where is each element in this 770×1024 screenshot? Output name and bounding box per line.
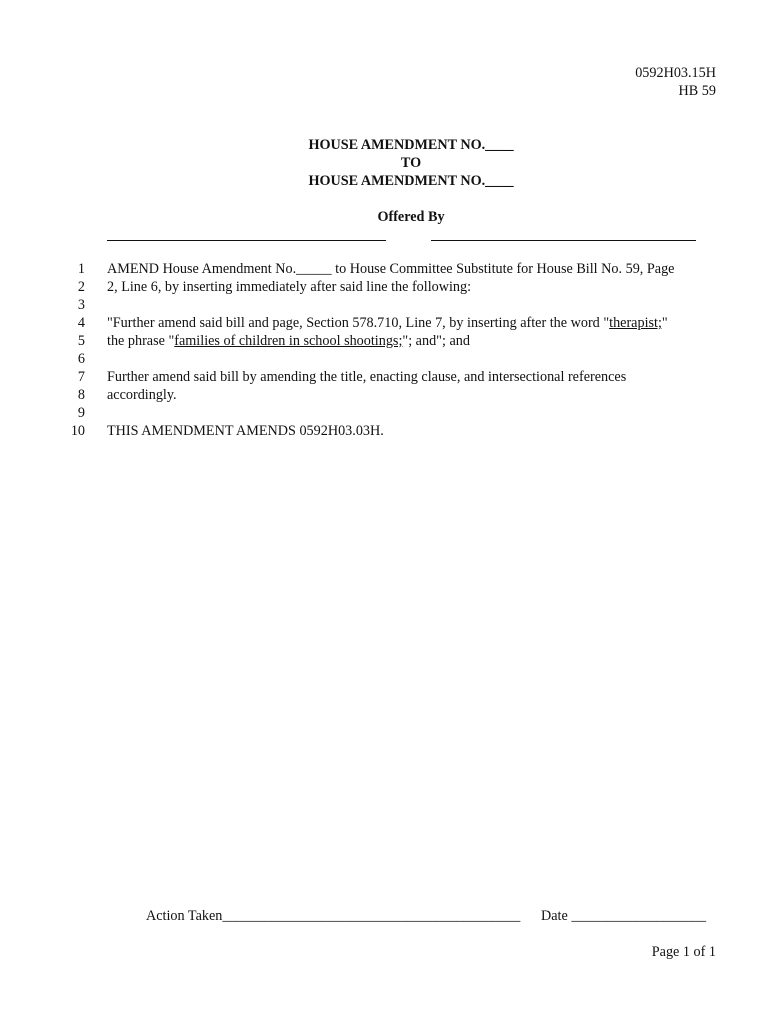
amendment-title-line-1: HOUSE AMENDMENT NO.____	[308, 137, 514, 153]
line-number: 9	[77, 405, 85, 421]
line-number: 5	[77, 333, 85, 349]
body-line-4-text: "Further amend said bill and page, Section 578.710, Line 7, by inserting after the word "	[107, 315, 610, 331]
line-number: 1	[77, 261, 85, 277]
document-id: 0592H03.15H	[635, 65, 716, 81]
offered-by-label: Offered By	[377, 209, 445, 225]
line-number: 3	[77, 297, 85, 313]
bill-number: HB 59	[678, 83, 716, 99]
body-line-5	[107, 333, 470, 351]
date-field: Date ___________________	[541, 908, 707, 924]
sponsor-signature-line-left	[107, 240, 386, 241]
body-line-5-tail: "; and"; and	[402, 333, 470, 349]
sponsor-signature-line-right	[431, 240, 696, 241]
body-line-2: 2, Line 6, by inserting immediately after said line the following:	[107, 279, 472, 295]
amendment-title-line-2: TO	[400, 155, 422, 171]
body-line-5-text: the phrase "	[107, 333, 175, 349]
body-line-8: accordingly.	[107, 387, 177, 403]
body-line-1: AMEND House Amendment No._____ to House Committee Substitute for House Bill No. 59, Page	[107, 261, 675, 277]
line-number: 8	[77, 387, 85, 403]
body-line-4	[107, 315, 668, 333]
line-number: 10	[70, 423, 85, 439]
line-number: 6	[77, 351, 85, 367]
line-number: 2	[77, 279, 85, 295]
body-line-7: Further amend said bill by amending the title, enacting clause, and intersectional references	[107, 369, 627, 385]
line-number: 4	[77, 315, 85, 331]
amendment-title-line-3: HOUSE AMENDMENT NO.____	[308, 173, 514, 189]
inserted-word-therapist: therapist;	[609, 315, 662, 331]
inserted-phrase: families of children in school shootings;	[174, 333, 403, 349]
body-line-10: THIS AMENDMENT AMENDS 0592H03.03H.	[107, 423, 384, 439]
action-taken-field: Action Taken__________________________________________	[146, 908, 521, 924]
line-number: 7	[77, 369, 85, 385]
body-line-4-close-quote: "	[661, 315, 668, 331]
page-number: Page 1 of 1	[651, 944, 716, 960]
